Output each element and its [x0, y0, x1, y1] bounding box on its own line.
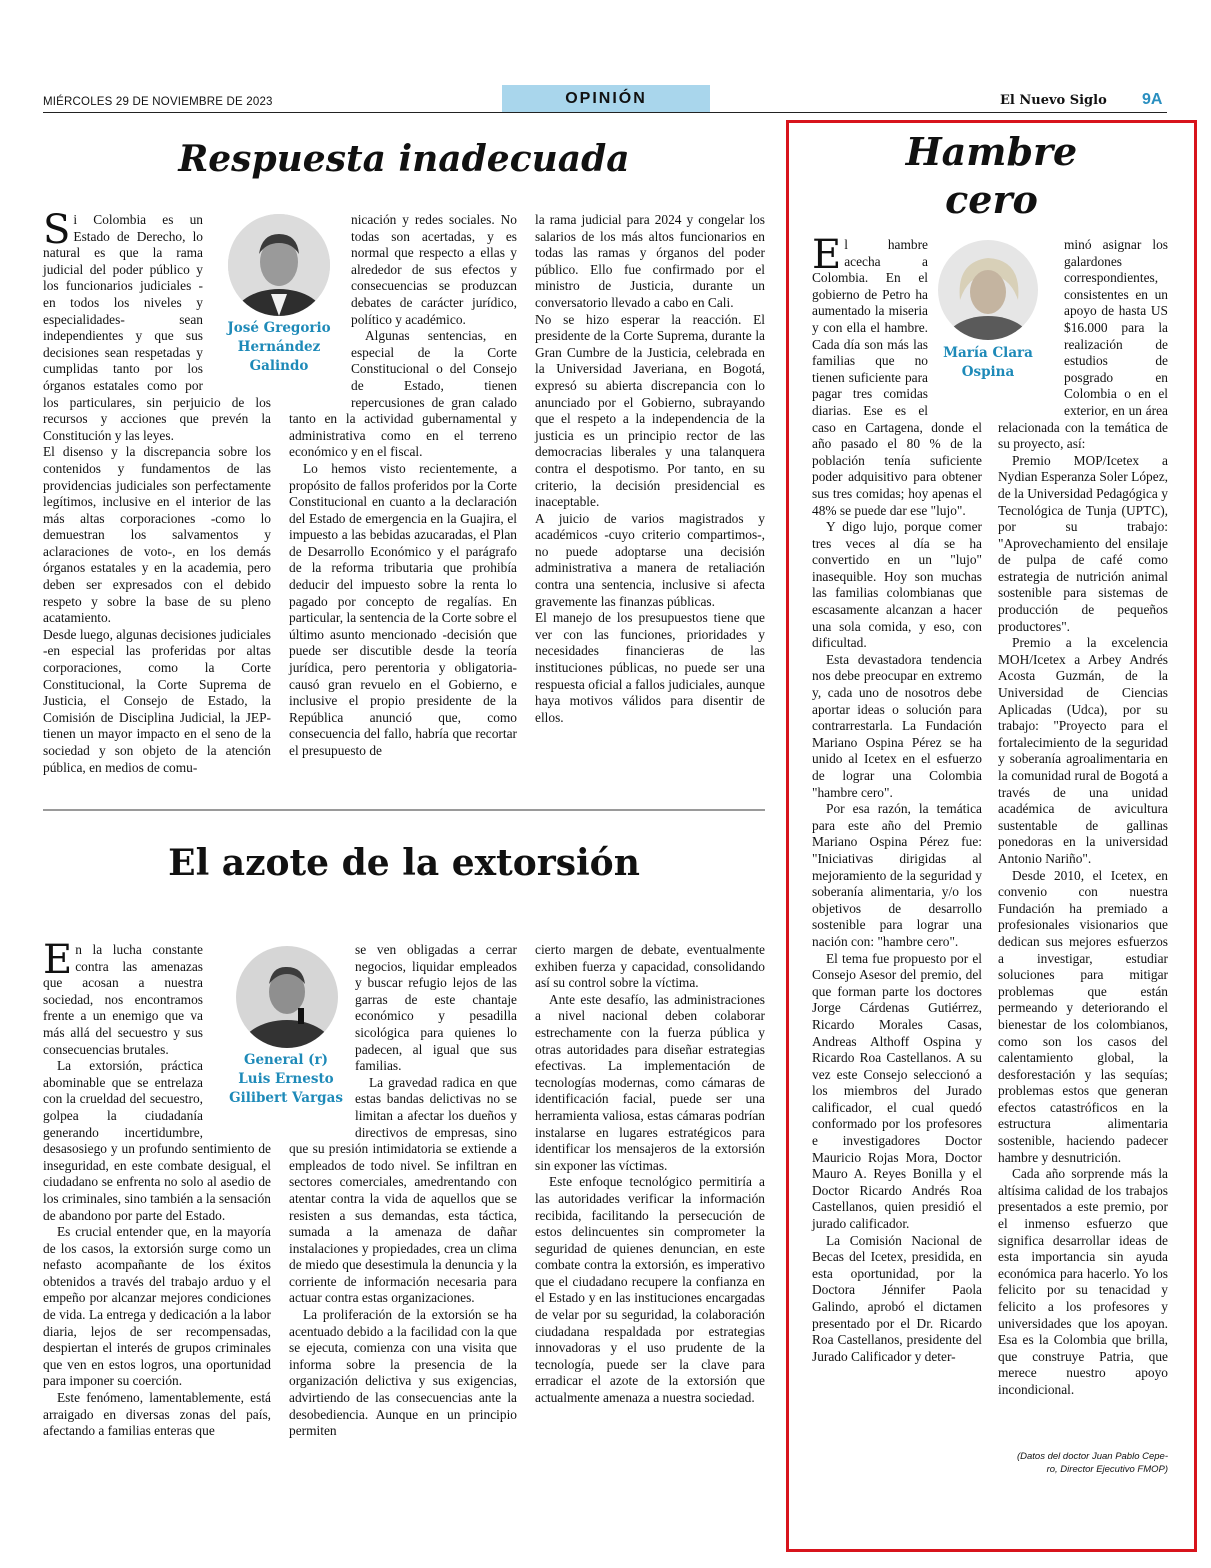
article1-dropcap: S [43, 207, 71, 253]
article3-headline-line1: Hambre [905, 129, 1078, 174]
article3-source-note-line2: ro, Director Ejecutivo FMOP) [1046, 1464, 1168, 1475]
author3-name-line1: María Clara [943, 345, 1033, 361]
article2-column1 [43, 937, 271, 1440]
article3-column1 [812, 232, 982, 1365]
article1-paragraph: Algunas sentencias, en especial de la Corte Constitucional o del Consejo de Estado, tienen repercusiones de gran calado tanto en la actividad gubernamental y administrativa como en el terreno económico y en el fiscal. [289, 328, 517, 460]
article1-paragraph: Lo hemos visto recientemente, a propósito de fallos proferidos por la Corte Constitucional en cuanto a la declaración del Estado de emergencia en la Guajira, el impuesto a las bebidas azucaradas, el Plan de Desarrollo Económico y el parágrafo de la reforma tributaria que prohibía deducir del impuesto sobre la renta lo pagado por concepto de regalías. En particular, la sentencia de la Corte sobre el último asunto mencionado -decisión que puede ser discutible desde la teoría jurídica, pero perentoria y obligatoria- causó gran revuelo en el Gobierno, e inclusive el propio presidente de la República anunció que, como consecuencia del fallo, habría que recortar el presupuesto de [289, 460, 517, 758]
article2-paragraph: La gravedad radica en que estas bandas delictivas no se limitan a afectar los dueños y directivos de empresas, sino que su presión intimidatoria se extiende a empleados de todo nivel. Se infiltran en sectores comerciales, amedrentando con atentar contra la vida de aquellos que se resisten a sus demandas, esta táctica, sumada a la amenaza de dañar instalaciones y propiedades, crea un clima de miedo que desestimula la denuncia y la corriente de información necesaria para actuar contra estas organizaciones. [289, 1074, 517, 1306]
article3-paragraph: Cada año sorprende más la altísima calidad de los trabajos presentados a este premio, por el inmenso esfuerzo que significa desarrollar ideas de esta importancia sin ayuda económica para hacerlo. Yo los felicito por su tenacidad y felicito a los profesores y universidades que los apoyan. Esa es la Colombia que brilla, que construye Patria, que merece nuestro apoyo incondicional. [998, 1166, 1168, 1397]
article2-paragraph: cierto margen de debate, eventualmente exhiben fuerza y capacidad, consolidando así su control sobre la víctima. [535, 942, 765, 991]
article3-source-note [998, 1450, 1168, 1476]
article3-paragraph: Y digo lujo, porque comer tres veces al día se ha convertido en un "lujo" inasequible. Hoy son muchas las familias colombianas que escasamente alcanzan a hacer una sola comida, y eso, con dificultad. [812, 519, 982, 651]
author1-name-line1: José Gregorio [227, 320, 331, 336]
author1-name-line3: Galindo [249, 358, 309, 374]
article1-paragraph: i Colombia es un Estado de Derecho, lo natural es que la rama judicial del poder público y los funcionarios judiciales -en todos los niveles y especialidades- sean independientes y que sus decisiones sean respetadas y cumplidas tanto por los órganos estatales como por los particulares, sin perjuicio de los recursos y acciones que prevén la Constitución y las leyes. [43, 212, 271, 443]
article2-paragraph: La extorsión, práctica abominable que se entrelaza con la crueldad del secuestro, golpea la ciudadanía generando incertidumbre, desasosiego y un profundo sentimiento de inseguridad, en este combate desigual, el ciudadano se enfrenta no solo al asedio de los criminales, sino también a la sensación de abandono por parte del Estado. [43, 1058, 271, 1223]
article3-paragraph: Premio MOP/Icetex a Nydian Esperanza Soler López, de la Universidad Pedagógica y Tecnológica de Tunja (UPTC), por su trabajo: "Aprovechamiento del ensilaje de pulpa de café como estrategia de nutrición animal sostenible para sistemas de producción de pequeños productores". [998, 452, 1168, 634]
author1-name-line2: Hernández [237, 339, 321, 355]
article3-dropcap: E [812, 232, 842, 278]
article1-paragraph: la rama judicial para 2024 y congelar los salarios de los más altos funcionarios en todas las ramas y órganos del poder público. Ello fue confirmado por el ministro de Justicia, durante un conversatorio llevado a cabo en Cali. [535, 212, 765, 310]
page-number: 9A [1142, 91, 1163, 108]
author3-name-line2: Ospina [961, 364, 1015, 380]
article3-paragraph: Desde 2010, el Icetex, en convenio con nuestra Fundación ha premiado a profesionales visionarios que dedican sus mejores esfuerzos a investigar, estudiar soluciones para mitigar problemas que están permeando y deteriorando el bienestar de los colombianos, como son los casos del calentamiento global, la desforestación y las sequías; problemas estos que generan efectos catastróficos en la estructura alimentaria sostenible, haciendo padecer hambre y desnutrición. [998, 867, 1168, 1165]
article3-paragraph: minó asignar los galardones correspondientes, consistentes en un apoyo de hasta US $16.000 para la realización de estudios de posgrado en Colombia o en el exterior, en un área relacionada con la temática de su proyecto, así: [998, 237, 1168, 452]
article1-paragraph: No se hizo esperar la reacción. El presidente de la Corte Suprema, durante la Gran Cumbre de la Justicia, celebrada en la Universidad Javeriana, en Bogotá, expresó su abierta discrepancia con lo anunciado por el Gobierno, subrayando que el respeto a la independencia de la justicia es un principio rector de las democracias liberales y una talanquera contra el despotismo. Por tanto, en su criterio, la decisión presidencial es inaceptable. [535, 311, 765, 510]
author2-name-line1: General (r) [243, 1052, 329, 1068]
article1-paragraph: nicación y redes sociales. No todas son acertadas, y es normal que respecto a ellas y alrededor de sus efectos y consecuencias se produzcan debates de carácter jurídico, político y académico. [351, 212, 517, 327]
article1-paragraph: El manejo de los presupuestos tiene que ver con las funciones, prioridades y necesidades financieras de las instituciones públicas, no puede ser una respuesta oficial a fallos judiciales, aunque haya motivos válidos para disentir de ellos. [535, 610, 765, 725]
article3-paragraph: Premio a la excelencia MOH/Icetex a Arbey Andrés Acosta Guzmán, de la Universidad de Ciencias Aplicadas (Udca), por su trabajo: "Proyecto para el fortalecimiento de la seguridad y soberanía agroalimentaria en la comunidad rural de Bogotá a través de una unidad académica de avicultura sustentable de gallinas ponedoras en la universidad Antonio Nariño". [998, 635, 1168, 866]
section-divider [43, 809, 765, 811]
author2-name-line2: Luis Ernesto [238, 1071, 334, 1087]
article3-paragraph: l hambre acecha a Colombia. En el gobierno de Petro ha aumentado la miseria y con ella el hambre. Cada día son más las familias que no tienen suficiente para pagar tres comidas diarias. Ese es el caso en Cartagena, donde el año pasado el 80 % de la población tenía suficiente poder adquisitivo para obtener sus tres comidas; hoy apenas el 48% se puede dar ese "lujo". [812, 237, 982, 518]
edition-date: MIÉRCOLES 29 DE NOVIEMBRE DE 2023 [43, 96, 273, 108]
article3-headline [789, 128, 1194, 224]
article1-paragraph: Desde luego, algunas decisiones judiciales -en especial las proferidas por altas corporaciones, como la Corte Constitucional, la Corte Suprema de Justicia, el Consejo de Estado, la Comisión de Disciplina Judicial, la JEP- tienen un mayor impacto en el seno de la sociedad y son objeto de la atención pública, en medios de comu- [43, 626, 271, 775]
header-rule [43, 112, 1167, 113]
article1-paragraph: El disenso y la discrepancia sobre los contenidos y fundamentos de las providencias judiciales son perfectamente legítimos, inclusive en el interior de las más altas corporaciones -como lo demuestran los salvamentos y aclaraciones de voto-, en los demás órganos estatales y en la academia, pero deben ser expresados con el debido respeto y sobre la base de su pleno acatamiento. [43, 444, 271, 626]
article3-paragraph: La Comisión Nacional de Becas del Icetex, presidida, en esta oportunidad, por la Doctora Jénnifer Paola Galindo, aprobó el dictamen presentado por el Dr. Ricardo Roa Castellanos, presidente del Jurado Calificador y deter- [812, 1232, 982, 1364]
article3-column2 [998, 237, 1168, 1399]
author2-name-line3: Gilibert Vargas [229, 1090, 343, 1106]
article1-column3 [535, 212, 765, 726]
article2-paragraph: Este fenómeno, lamentablemente, está arraigado en diversas zonas del país, afectando a familias enteras que [43, 1390, 271, 1439]
article3-source-note-line1: (Datos del doctor Juan Pablo Cepe- [1016, 1451, 1168, 1462]
article3-paragraph: Esta devastadora tendencia nos debe preocupar en extremo y, cada uno de nosotros debe aportar ideas o solución para contrarrestarla. La Fundación Mariano Ospina Pérez se ha unido al Icetex en el esfuerzo de lograr una Colombia "hambre cero". [812, 651, 982, 800]
article2-paragraph: La proliferación de la extorsión se ha acentuado debido a la facilidad con la que se ejecuta, comienza con una visita que informa sobre la presencia de la organización delictiva y sus exigencias, advirtiendo de las consecuencias ante la desobediencia. Aunque en un principio permiten [289, 1307, 517, 1439]
article2-column2 [289, 942, 517, 1440]
article2-paragraph: n la lucha constante contra las amenazas que acosan a nuestra sociedad, nos encontramos frente a un enemigo que va más allá del secuestro y sus consecuencias brutales. [43, 942, 203, 1057]
article2-headline: El azote de la extorsión [168, 842, 640, 884]
article2-paragraph: Ante este desafío, las administraciones a nivel nacional deben colaborar estrechamente con la fuerza pública y otras autoridades para diseñar estrategias efectivas. La implementación de tecnologías modernas, como cámaras de identificación facial, puede ser una herramienta valiosa, estas cámaras podrían instalarse en lugares estratégicos para identificar los mensajeros de la extorsión sin exponer las víctimas. [535, 991, 765, 1173]
article2-dropcap: E [43, 937, 73, 983]
article1-column2 [289, 212, 517, 760]
article2-paragraph: Este enfoque tecnológico permitiría a las autoridades verificar la información recibida, facilitando la persecución de estos delincuentes sin comprometer la seguridad de quienes denuncian, en este combate contra la extorsión, es imperativo que el ciudadano recupere la confianza en el Estado y en las instituciones encargadas de velar por su seguridad, la colaboración ciudadana respaldada por estrategias innovadoras y el uso prudente de la tecnología, puede ser la clave para erradicar el azote de la extorsión que actualmente amenaza a nuestra sociedad. [535, 1174, 765, 1406]
article3-paragraph: Por esa razón, la temática para este año del Premio Mariano Ospina Pérez fue: "Iniciativas dirigidas al mejoramiento de la seguridad y soberanía alimentaria, y/o los objetivos de desarrollo sostenible para lograr una nación con: "hambre cero". [812, 801, 982, 949]
article1-paragraph: A juicio de varios magistrados y académicos -cuyo criterio compartimos-, no puede adoptarse una decisión administrativa a manera de retaliación contra una sentencia, inclusive si afecta gravemente las finanzas públicas. [535, 510, 765, 609]
section-banner: OPINIÓN [502, 85, 710, 112]
article1-headline: Respuesta inadecuada [178, 138, 630, 180]
article2-column3 [535, 942, 765, 1407]
article1-column1 [43, 207, 271, 776]
newspaper-logo: El Nuevo Siglo [1000, 93, 1107, 108]
article3-paragraph: El tema fue propuesto por el Consejo Asesor del premio, del que forman parte los doctores Jorge Cárdenas Gutiérrez, Ricardo Morales Casas, Andreas Althoff Ospina y Ricardo Roa Castellanos. A su vez este Consejo seleccionó a los miembros del Jurado calificador, el cual quedó conformado por los profesores e investigadores Doctor Mauricio Rojas Mora, Doctor Mauro A. Reyes Bonilla y el Doctor Ricardo Andrés Roa Castellanos, quien presidió el jurado calificador. [812, 950, 982, 1232]
article2-paragraph: Es crucial entender que, en la mayoría de los casos, la extorsión surge como un nefasto acompañante de los éxitos obtenidos a través del trabajo arduo y el empeño por alcanzar mejores condiciones de vida. La entrega y dedicación a la labor diaria, lejos de ser recompensadas, despiertan el interés de grupos criminales que ven en estos logros, una oportunidad para imponer su coerción. [43, 1224, 271, 1389]
article3-headline-line2: cero [945, 177, 1038, 222]
article2-paragraph: se ven obligadas a cerrar negocios, liquidar empleados y buscar refugio lejos de las garras de este chantaje económico y pesadilla sicológica para quienes lo padecen, al igual que sus familias. [355, 942, 517, 1074]
